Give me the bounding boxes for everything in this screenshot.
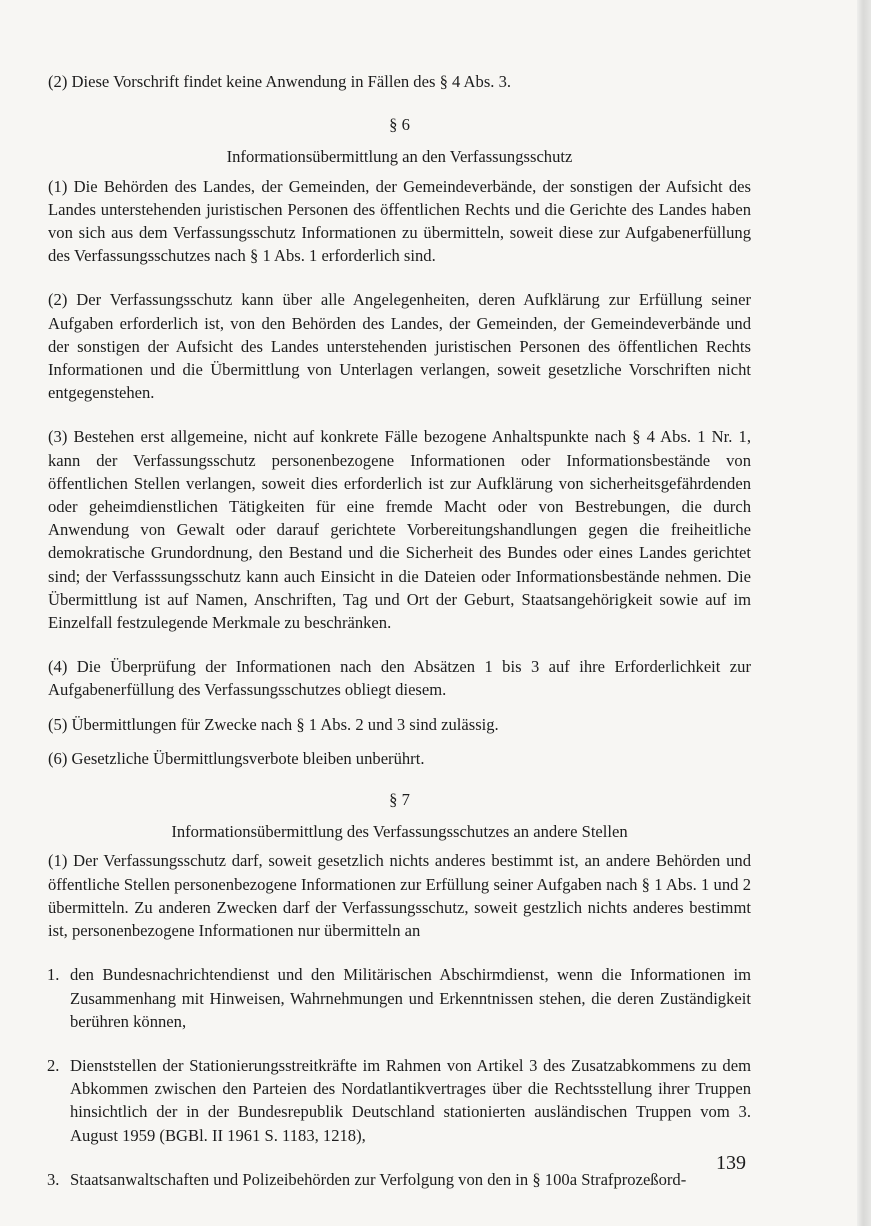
page-edge-shadow [857, 0, 871, 1226]
list-item-text: den Bundesnachrichtendienst und den Militärischen Abschirmdienst, wenn die Informationen im Zusammenhang mit Hinweisen, Wahrnehmungen und Erkenntnissen stehen, die deren Zuständigkeit berühren können, [70, 965, 751, 1031]
list-item-text: Staatsanwaltschaften und Polizeibehörden zur Verfolgung von den in § 100a Strafprozeßord- [70, 1169, 687, 1189]
section-7-title: Informationsübermittlung des Verfassungsschutzes an andere Stellen [171, 822, 628, 842]
list-item-number: 1. [47, 965, 60, 985]
list-item [48, 1054, 751, 1147]
list-item-number: 3. [47, 1169, 60, 1189]
section-7-number: § 7 [389, 790, 410, 810]
section-6-number: § 6 [389, 115, 410, 135]
document-page [48, 70, 751, 1191]
section-6-paragraph-4: (4) Die Überprüfung der Informationen nach den Absätzen 1 bis 3 auf ihre Erforderlichkeit zur Aufgabenerfüllung des Verfassungsschutzes obliegt diesem. [48, 657, 751, 700]
section-6-title: Informationsübermittlung an den Verfassungsschutz [226, 147, 573, 167]
section-7-list [48, 963, 751, 1191]
page-number: 139 [716, 1152, 746, 1174]
list-item-number: 2. [47, 1055, 60, 1075]
section-6-paragraph-3: (3) Bestehen erst allgemeine, nicht auf konkrete Fälle bezogene Anhaltspunkte nach § 4 Abs. 1 Nr. 1, kann der Verfassungsschutz personenbezogene Informationen oder Informationsbestände von öffentlichen Stellen verlangen, soweit dies erforderlich ist zur Aufklärung von sicherheitsgefährdenden oder geheimdienstlichen Tätigkeiten für eine fremde Macht oder von Bestrebungen, die durch Anwendung von Gewalt oder darauf gerichtete Vorbereitungshandlungen gegen die freiheitliche demokratische Grundordnung, den Bestand und die Sicherheit des Bundes oder eines Landes gerichtet sind; der Verfasssungsschutz kann auch Einsicht in die Dateien oder Informationsbestände nehmen. Die Übermittlung ist auf Namen, Anschriften, Tag und Ort der Geburt, Staatsangehörigkeit sowie auf im Einzelfall festzulegende Merkmale zu beschränken. [48, 427, 751, 633]
section-6-paragraph-6: (6) Gesetzliche Übermittlungsverbote bleiben unberührt. [48, 748, 425, 768]
intro-paragraph: (2) Diese Vorschrift findet keine Anwendung in Fällen des § 4 Abs. 3. [48, 72, 512, 91]
list-item [48, 1168, 751, 1191]
section-7-paragraph-1: (1) Der Verfassungsschutz darf, soweit gesetzlich nichts anderes bestimmt ist, an andere Behörden und öffentliche Stellen personenbezogene Informationen zur Erfüllung seiner Aufgaben nach § 1 Abs. 1 und 2 übermitteln. Zu anderen Zwecken darf der Verfassungsschutz, soweit gestzlich nichts anderes bestimmt ist, personenbezogene Informationen nur übermitteln an [48, 851, 751, 941]
section-6-paragraph-2: (2) Der Verfassungsschutz kann über alle Angelegenheiten, deren Aufklärung zur Erfüllung seiner Aufgaben erforderlich ist, von den Behörden des Landes, der Gemeinden, der Gemeindeverbände und der sonstigen der Aufsicht des Landes unterstehenden juristischen Personen des öffentlichen Rechts Informationen und die Übermittlung von Unterlagen verlangen, soweit gesetzliche Vorschriften nicht entgegenstehen. [48, 290, 751, 403]
list-item-text: Dienststellen der Stationierungsstreitkräfte im Rahmen von Artikel 3 des Zusatzabkommens zu dem Abkommen zwischen den Parteien des Nordatlantikvertrages über die Rechtsstellung ihrer Truppen hinsichtlich der in der Bundesrepublik Deutschland stationierten ausländischen Truppen vom 3. August 1959 (BGBl. II 1961 S. 1183, 1218), [70, 1055, 751, 1145]
list-item [48, 963, 751, 1033]
section-6-paragraph-5: (5) Übermittlungen für Zwecke nach § 1 Abs. 2 und 3 sind zulässig. [48, 714, 499, 734]
section-6-paragraph-1: (1) Die Behörden des Landes, der Gemeinden, der Gemeindeverbände, der sonstigen der Aufsicht des Landes unterstehenden juristischen Personen des öffentlichen Rechts und die Gerichte des Landes haben von sich aus dem Verfassungsschutz Informationen zu übermitteln, soweit diese zur Aufgabenerfüllung des Verfassungsschutzes nach § 1 Abs. 1 erforderlich sind. [48, 176, 751, 266]
